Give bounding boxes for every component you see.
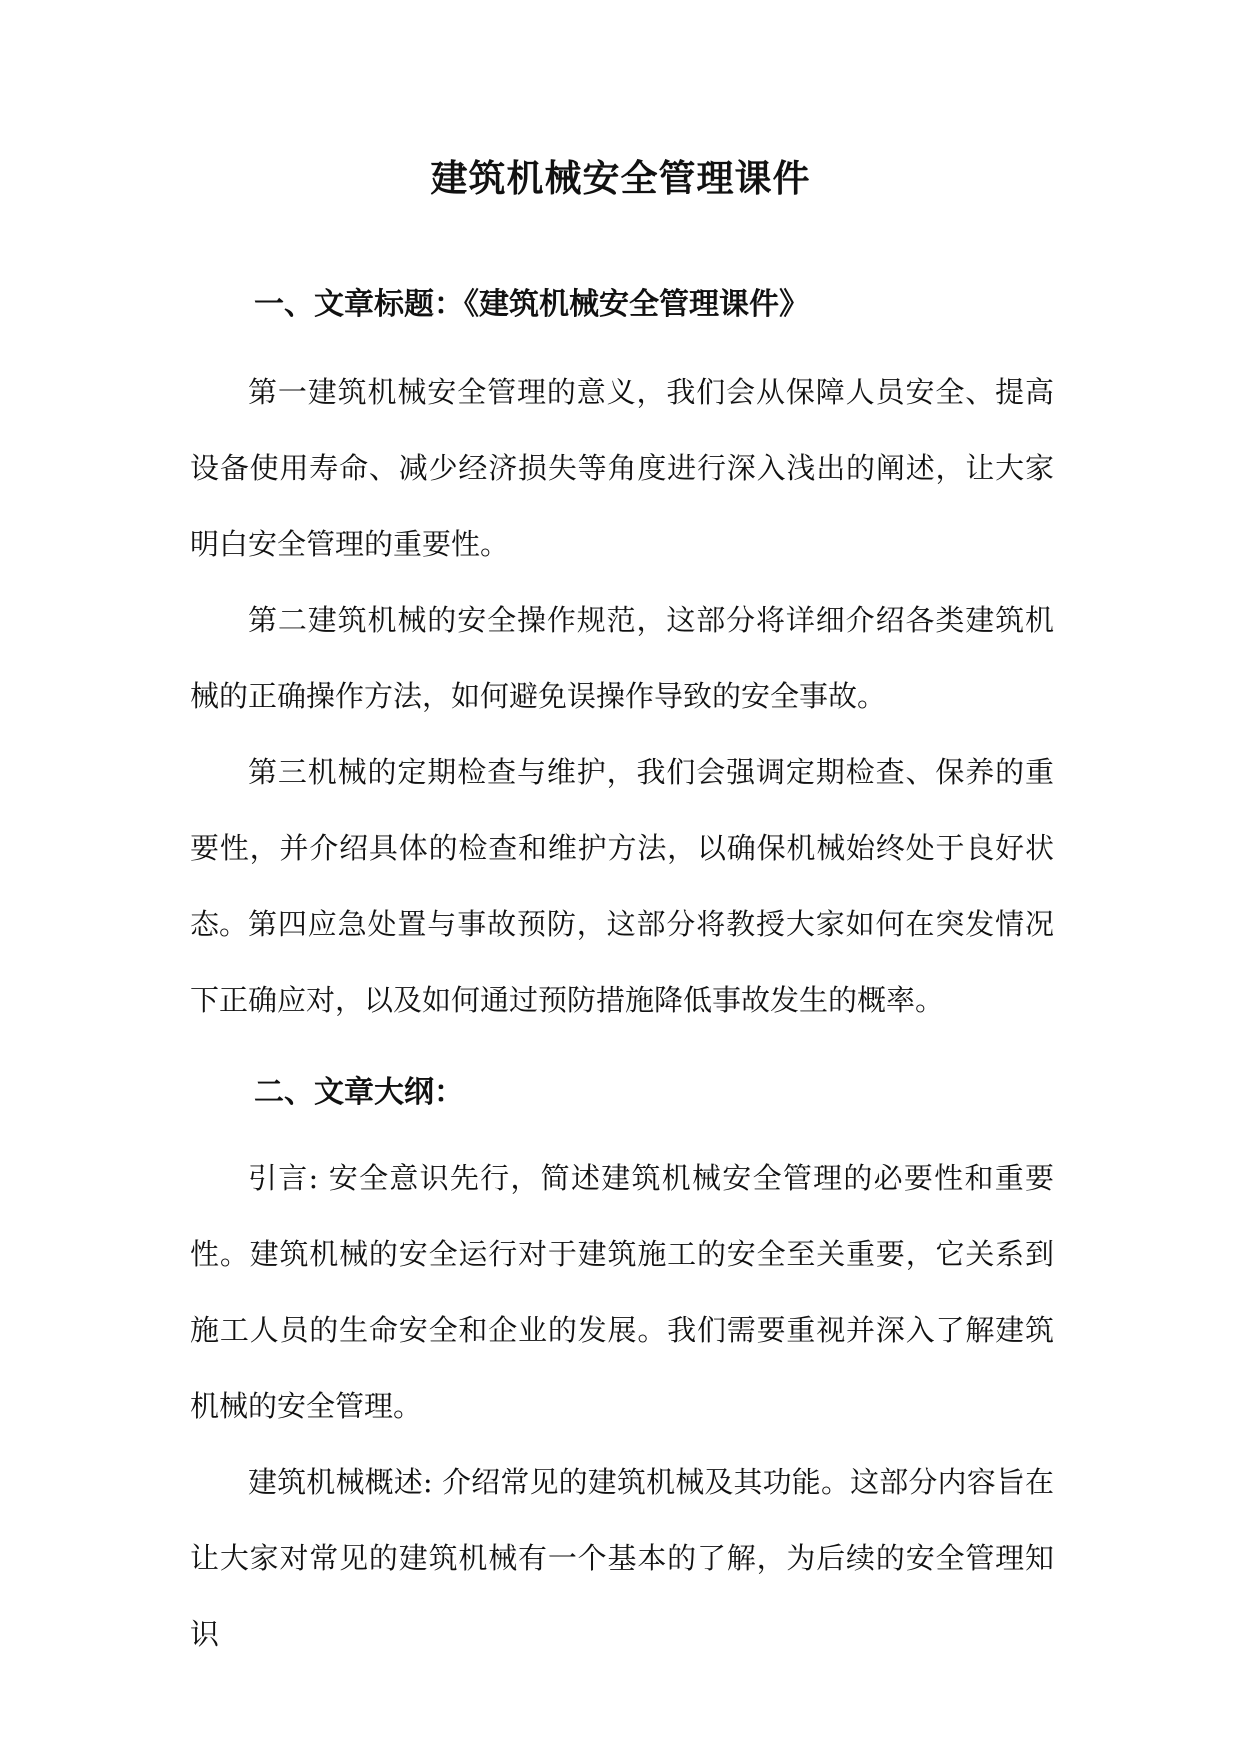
paragraph-significance: 第一建筑机械安全管理的意义，我们会从保障人员安全、提高设备使用寿命、减少经济损失等角度进行深入浅出的阐述，让大家明白安全管理的重要性。 <box>190 375 1054 561</box>
paragraph-inspection-maintenance: 第三机械的定期检查与维护，我们会强调定期检查、保养的重要性，并介绍具体的检查和维护方法，以确保机械始终处于良好状态。 <box>190 755 1054 941</box>
paragraph-emergency-prevention: 第四应急处置与事故预防，这部分将教授大家如何在突发情况下正确应对，以及如何通过预防措施降低事故发生的概率。 <box>190 907 1054 1017</box>
document-title: 建筑机械安全管理课件 <box>430 156 811 200</box>
section-heading-article-title: 一、文章标题：《建筑机械安全管理课件》 <box>254 287 809 322</box>
paragraph-machinery-overview: 建筑机械概述: 介绍常见的建筑机械及其功能。这部分内容旨在让大家对常见的建筑机械有一个基本的了解，为后续的安全管理知识 <box>190 1465 1054 1651</box>
paragraph-operation-rules: 第二建筑机械的安全操作规范，这部分将详细介绍各类建筑机械的正确操作方法，如何避免误操作导致的安全事故。 <box>190 603 1054 713</box>
section-heading-outline: 二、文章大纲： <box>254 1075 464 1110</box>
paragraph-introduction: 引言: 安全意识先行，简述建筑机械安全管理的必要性和重要性。建筑机械的安全运行对于建筑施工的安全至关重要，它关系到施工人员的生命安全和企业的发展。我们需要重视并深入了解建筑机械的安全管理。 <box>190 1161 1054 1423</box>
